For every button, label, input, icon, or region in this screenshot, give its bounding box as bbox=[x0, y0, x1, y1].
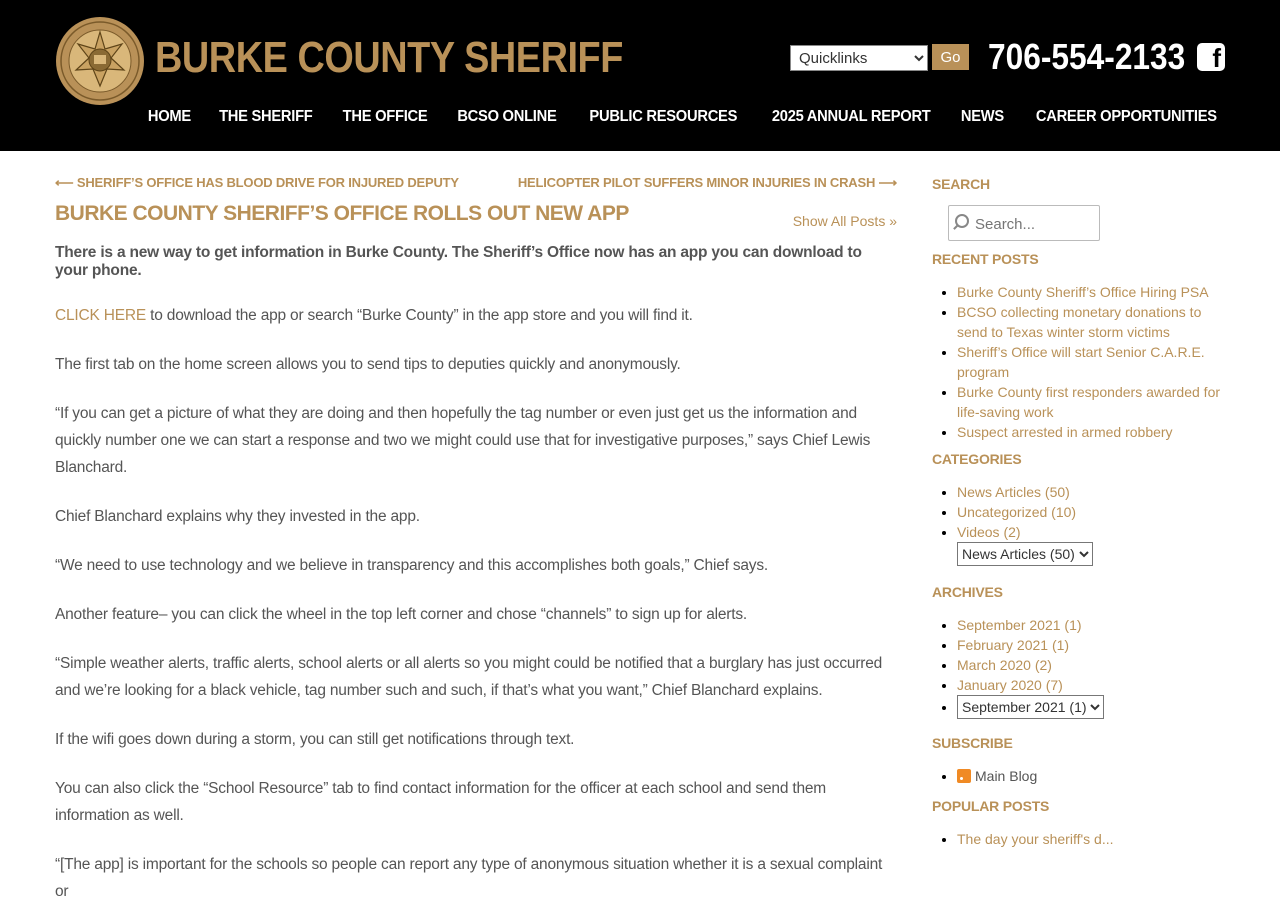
site-header bbox=[0, 0, 1280, 151]
nav-bcso-online[interactable]: BCSO ONLINE bbox=[456, 108, 557, 125]
subscribe-list bbox=[932, 766, 1232, 786]
category-link[interactable]: News Articles (50) bbox=[957, 484, 1070, 500]
popular-posts-list bbox=[932, 829, 1232, 849]
search-box[interactable] bbox=[948, 205, 1100, 241]
body-paragraph: Chief Blanchard explains why they invested in the app. bbox=[55, 508, 420, 525]
popular-posts-heading: POPULAR POSTS bbox=[932, 798, 1050, 814]
archives-heading: ARCHIVES bbox=[932, 584, 1003, 600]
body-paragraph: “If you can get a picture of what they are doing and then hopefully the tag number or even just get us the information and quickly number one we can start a response and two we might could use that for investigative purposes,” says Chief Lewis Blanchard. bbox=[55, 405, 871, 476]
body-paragraph bbox=[55, 302, 897, 329]
previous-post-link[interactable]: ⟵ SHERIFF’S OFFICE HAS BLOOD DRIVE FOR INJURED DEPUTY bbox=[55, 175, 459, 190]
archive-link[interactable]: January 2020 (7) bbox=[957, 677, 1063, 693]
post-navigation bbox=[55, 170, 897, 198]
list-item bbox=[957, 382, 1232, 422]
recent-post-link[interactable]: BCSO collecting monetary donations to send to Texas winter storm victims bbox=[957, 304, 1202, 340]
site-title[interactable]: BURKE COUNTY SHERIFF bbox=[155, 33, 623, 82]
category-link[interactable]: Uncategorized (10) bbox=[957, 504, 1077, 520]
nav-annual-report[interactable]: 2025 ANNUAL REPORT bbox=[771, 108, 931, 125]
nav-news[interactable]: NEWS bbox=[961, 108, 1005, 125]
recent-post-link[interactable]: Burke County Sheriff’s Office Hiring PSA bbox=[957, 284, 1209, 300]
body-paragraph: If the wifi goes down during a storm, you can still get notifications through text. bbox=[55, 731, 575, 748]
show-all-posts-link[interactable]: Show All Posts » bbox=[792, 213, 897, 229]
categories-list bbox=[932, 482, 1232, 566]
list-item bbox=[957, 829, 1232, 849]
main-blog-link[interactable]: Main Blog bbox=[975, 768, 1038, 784]
archive-link[interactable]: September 2021 (1) bbox=[957, 617, 1082, 633]
nav-public-resources[interactable]: PUBLIC RESOURCES bbox=[588, 108, 737, 125]
categories-heading: CATEGORIES bbox=[932, 451, 1022, 467]
search-input[interactable] bbox=[973, 212, 1095, 236]
list-item bbox=[957, 522, 1232, 542]
rss-icon bbox=[957, 769, 971, 783]
post-title: BURKE COUNTY SHERIFF’S OFFICE ROLLS OUT NEW APP bbox=[55, 202, 629, 225]
article bbox=[55, 170, 897, 905]
archives-list bbox=[932, 615, 1232, 719]
body-paragraph: The first tab on the home screen allows you to send tips to deputies quickly and anonymously. bbox=[55, 356, 681, 373]
list-item bbox=[957, 502, 1232, 522]
recent-posts-heading: RECENT POSTS bbox=[932, 251, 1039, 267]
list-item bbox=[957, 422, 1232, 442]
list-item bbox=[957, 695, 1232, 719]
archive-link[interactable]: March 2020 (2) bbox=[957, 657, 1052, 673]
list-item bbox=[957, 635, 1232, 655]
nav-the-sheriff[interactable]: THE SHERIFF bbox=[219, 108, 313, 125]
list-item bbox=[957, 482, 1232, 502]
nav-the-office[interactable]: THE OFFICE bbox=[342, 108, 427, 125]
sidebar bbox=[932, 170, 1232, 849]
subscribe-heading: SUBSCRIBE bbox=[932, 735, 1013, 751]
quicklinks-select[interactable] bbox=[790, 45, 928, 71]
recent-post-link[interactable]: Burke County first responders awarded for life-saving work bbox=[957, 384, 1221, 420]
body-paragraph: “Simple weather alerts, traffic alerts, school alerts or all alerts so you might could be notified that a burglary has just occurred and we’re looking for a black vehicle, tag number such and such, if that’s what you want,” Chief Blanchard explains. bbox=[55, 655, 883, 699]
popular-post-link[interactable]: The day your sheriff's d... bbox=[957, 831, 1114, 847]
search-heading: SEARCH bbox=[932, 176, 990, 192]
facebook-icon[interactable]: f bbox=[1197, 43, 1225, 71]
list-item bbox=[957, 342, 1232, 382]
list-item bbox=[957, 766, 1232, 786]
list-item bbox=[957, 675, 1232, 695]
recent-post-link[interactable]: Sheriff’s Office will start Senior C.A.R.E. program bbox=[957, 344, 1205, 380]
list-item bbox=[957, 615, 1232, 635]
body-paragraph: “[The app] is important for the schools so people can report any type of anonymous situation whether it is a sexual complaint or bbox=[55, 856, 883, 900]
recent-posts-list bbox=[932, 282, 1232, 442]
body-paragraph: Another feature– you can click the wheel in the top left corner and chose “channels” to sign up for alerts. bbox=[55, 606, 748, 623]
list-item bbox=[957, 655, 1232, 675]
recent-post-link[interactable]: Suspect arrested in armed robbery bbox=[957, 424, 1173, 440]
categories-select[interactable] bbox=[957, 542, 1093, 566]
list-item bbox=[957, 302, 1232, 342]
nav-home[interactable]: HOME bbox=[148, 108, 192, 125]
paragraph-text: to download the app or search “Burke County” in the app store and you will find it. bbox=[146, 307, 693, 324]
search-icon bbox=[955, 214, 969, 228]
click-here-link[interactable]: CLICK HERE bbox=[55, 307, 147, 324]
list-item bbox=[957, 542, 1232, 566]
body-paragraph: You can also click the “School Resource” tab to find contact information for the officer at each school and send them information as well. bbox=[55, 780, 826, 824]
sheriff-badge-logo[interactable] bbox=[55, 16, 145, 106]
lead-paragraph: There is a new way to get information in Burke County. The Sheriff’s Office now has an app you can download to your phone. bbox=[55, 244, 862, 279]
archives-select[interactable] bbox=[957, 695, 1104, 719]
main-nav bbox=[124, 105, 1225, 129]
go-button[interactable]: Go bbox=[932, 44, 969, 70]
category-link[interactable]: Videos (2) bbox=[957, 524, 1021, 540]
phone-number: 706-554-2133 bbox=[988, 36, 1186, 77]
body-paragraph: “We need to use technology and we believe in transparency and this accomplishes both goals,” Chief says. bbox=[55, 557, 768, 574]
list-item bbox=[957, 282, 1232, 302]
nav-career-opportunities[interactable]: CAREER OPPORTUNITIES bbox=[1036, 108, 1218, 125]
next-post-link[interactable]: HELICOPTER PILOT SUFFERS MINOR INJURIES IN CRASH ⟶ bbox=[517, 175, 897, 190]
archive-link[interactable]: February 2021 (1) bbox=[957, 637, 1070, 653]
